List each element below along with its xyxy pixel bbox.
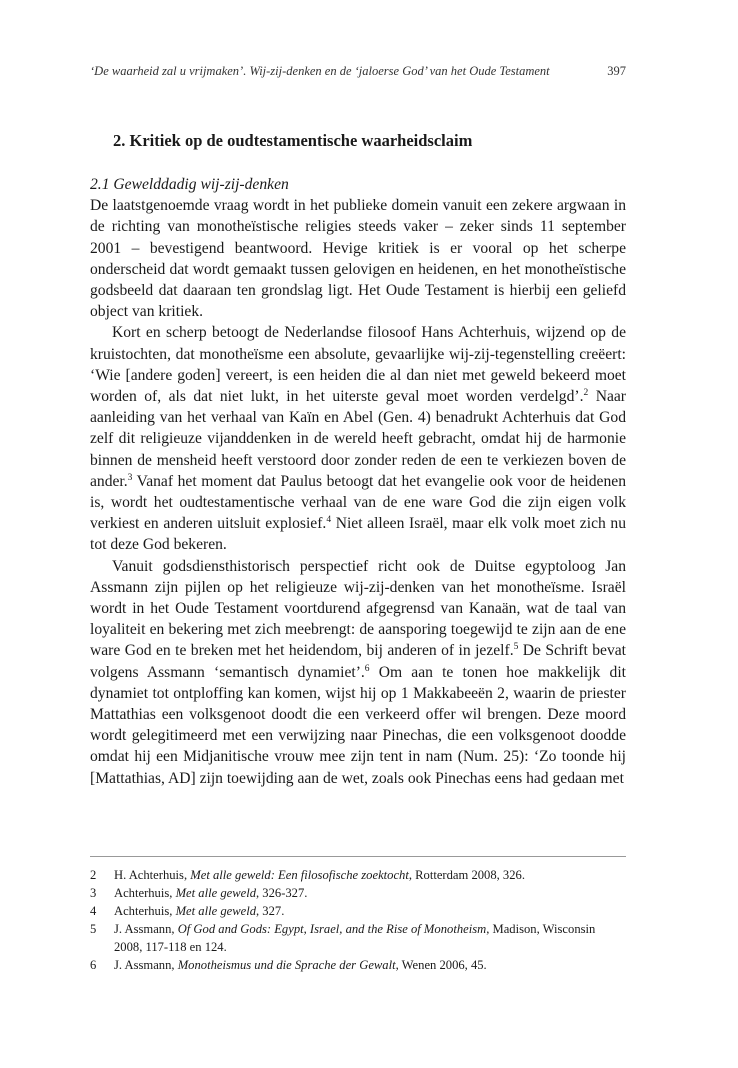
footnote-number: 6 <box>90 958 97 972</box>
note-ref-6: 6 <box>364 663 370 674</box>
footnote-number: 3 <box>90 886 97 900</box>
footnote: 5 J. Assmann, Of God and Gods: Egypt, Israel, and the Rise of Monotheism, Madison, Wisconsin 2008, 117-118 en 124. <box>90 922 596 954</box>
footnote-number: 5 <box>90 922 97 936</box>
footnote: 4 Achterhuis, Met alle geweld, 327. <box>90 904 285 918</box>
subsection-title: 2.1 Gewelddadig wij-zij-denken <box>90 176 289 193</box>
body-text <box>90 174 626 789</box>
footnote-title: Met alle geweld <box>175 886 256 900</box>
note-ref-5: 5 <box>513 642 519 653</box>
footnote-title: Of God and Gods: Egypt, Israel, and the Rise of Monotheism <box>177 922 487 936</box>
footnotes <box>90 866 626 974</box>
footnote-number: 4 <box>90 904 97 918</box>
note-ref-2: 2 <box>583 388 589 399</box>
footnote-number: 2 <box>90 868 97 882</box>
section-title: 2. Kritiek op de oudtestamentische waarheidsclaim <box>113 131 473 150</box>
paragraph-3: Vanuit godsdiensthistorisch perspectief richt ook de Duitse egyptoloog Jan Assmann zijn pijlen op het religieuze wij-zij-denken van het monotheïsme. Israël wordt in het Oude Testament voortdurend afgegrensd van Kanaän, wat de taal van loyaliteit en bekering met zich meebrengt: de aansporing toegewijd te zijn aan de ene ware God en te breken met het heidendom, bij anderen of in jezelf.$^5$ De Schrift bevat volgens Assmann ‘semantisch dynamiet’.$^6$ Om aan te tonen hoe makkelijk dit dynamiet tot ontploffing kan komen, wijst hij op 1 Makkabeeën 2, waarin de priester Mattathias een volksgenoot doodt die een verkeerd offer wil brengen. Deze moord wordt gelegitimeerd met een verwijzing naar Pinechas, die een volksgenoot doodde omdat hij een Midjanitische vrouw mee zijn tent in nam (Num. 25): ‘Zo toonde hij [Mattathias, AD] zijn toewijding aan de wet, zoals ook Pinechas eens had gedaan met <box>90 557 626 787</box>
paragraph-2: Kort en scherp betoogt de Nederlandse filosoof Hans Achterhuis, wijzend op de kruistochten, dat monotheïsme een absolute, gevaarlijke wij-zij-tegenstelling creëert: ‘Wie [andere goden] vereert, is een heiden die al dan niet met geweld bekeerd moet worden of, als dat niet lukt, in het uiterste geval moet worden verdelgd’.$^2$ Naar aanleiding van het verhaal van Kaïn en Abel (Gen. 4) benadrukt Achterhuis dat God zelf dit religieuze vijanddenken in de wereld heeft gebracht, omdat hij de harmonie binnen de mensheid heeft verstoord door zonder reden de een te verkiezen boven de ander.$^3$ Vanaf het moment dat Paulus betoogt dat het evangelie ook voor de heidenen is, wordt het oudtestamentische verhaal van de ene ware God die zijn eigen volk verkiest en anderen uitsluit explosief.$^4$ Niet alleen Israël, maar elk volk moet zich nu tot deze God bekeren. <box>90 324 627 554</box>
footnote: 3 Achterhuis, Met alle geweld, 326-327. <box>90 886 308 900</box>
footnote-title: Met alle geweld: Een filosofische zoektocht <box>190 868 409 882</box>
page-number: 397 <box>607 64 626 78</box>
footnote-title: Met alle geweld <box>175 904 256 918</box>
note-ref-3: 3 <box>127 472 133 483</box>
footnote-title: Monotheismus und die Sprache der Gewalt <box>177 958 396 972</box>
note-ref-4: 4 <box>326 515 332 526</box>
footnote: 6 J. Assmann, Monotheismus und die Sprache der Gewalt, Wenen 2006, 45. <box>90 958 487 972</box>
running-title: ‘De waarheid zal u vrijmaken’. Wij-zij-denken en de ‘jaloerse God’ van het Oude Testament <box>90 64 550 78</box>
paragraph-1: De laatstgenoemde vraag wordt in het publieke domein vanuit een zekere argwaan in de richting van monotheïstische religies steeds vaker – zeker sinds 11 september 2001 – bevestigend beantwoord. Hevige kritiek is er vooral op het scherpe onderscheid dat wordt gemaakt tussen gelovigen en heidenen, en het monotheïstische godsbeeld dat daaraan ten grondslag ligt. Het Oude Testament is hierbij een geliefd object van kritiek. <box>90 197 626 321</box>
footnote: 2 H. Achterhuis, Met alle geweld: Een filosofische zoektocht, Rotterdam 2008, 326. <box>90 868 525 882</box>
footnote-divider <box>90 856 626 857</box>
running-head <box>90 64 626 79</box>
